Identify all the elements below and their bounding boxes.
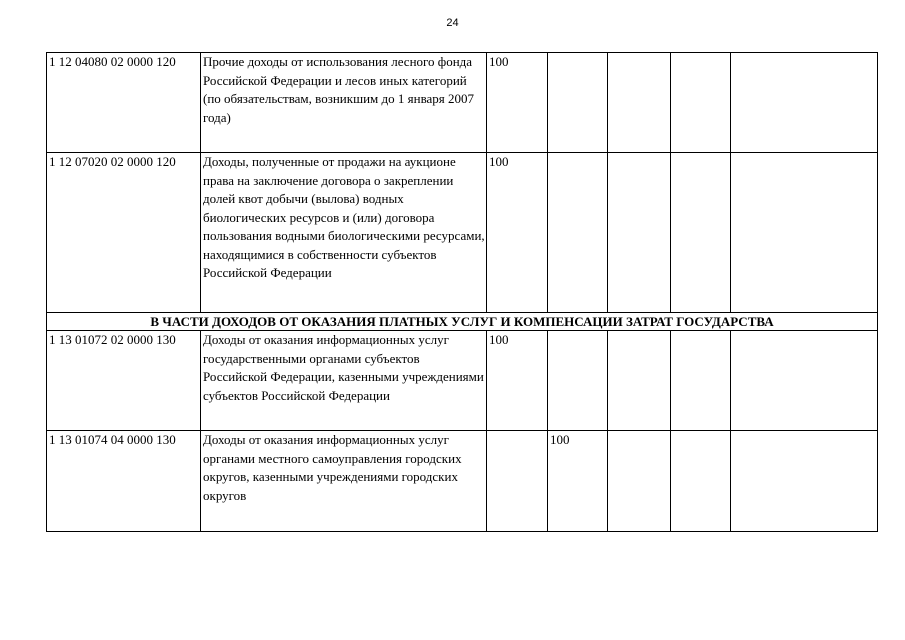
percent-cell-col6 [671,53,731,153]
percent-cell-col5 [608,153,671,313]
revenue-code-cell: 1 13 01074 04 0000 130 [47,431,201,532]
percent-cell-col7 [731,331,878,431]
table-row [47,331,878,431]
percent-cell-col3: 100 [487,153,548,313]
percent-cell-col4 [548,53,608,153]
percent-cell-col6 [671,431,731,532]
table-row [47,431,878,532]
percent-cell-col5 [608,331,671,431]
percent-cell-col6 [671,153,731,313]
revenue-code-cell: 1 12 04080 02 0000 120 [47,53,201,153]
table-row [47,153,878,313]
percent-cell-col3: 100 [487,331,548,431]
percent-cell-col3: 100 [487,53,548,153]
page-number: 24 [446,17,459,29]
budget-revenue-table [46,52,878,532]
revenue-description-cell: Прочие доходы от использования лесного фонда Российской Федерации и лесов иных категорий (по обязательствам, возникшим до 1 января 2007 года) [201,53,487,153]
section-header: В ЧАСТИ ДОХОДОВ ОТ ОКАЗАНИЯ ПЛАТНЫХ УСЛУГ И КОМПЕНСАЦИИ ЗАТРАТ ГОСУДАРСТВА [47,313,878,331]
percent-cell-col3 [487,431,548,532]
percent-cell-col4 [548,331,608,431]
section-header-row [47,313,878,331]
revenue-code-cell: 1 13 01072 02 0000 130 [47,331,201,431]
percent-cell-col6 [671,331,731,431]
percent-cell-col7 [731,53,878,153]
table-row [47,53,878,153]
percent-cell-col5 [608,431,671,532]
revenue-description-cell: Доходы от оказания информационных услуг государственными органами субъектов Российской Федерации, казенными учреждениями субъектов Российской Федерации [201,331,487,431]
revenue-description-cell: Доходы, полученные от продажи на аукционе права на заключение договора о закреплении долей квот добычи (вылова) водных биологических ресурсов и (или) договора пользования водными биологическими ресурсами, находящимися в собственности субъектов Российской Федерации [201,153,487,313]
percent-cell-col7 [731,431,878,532]
percent-cell-col4: 100 [548,431,608,532]
percent-cell-col7 [731,153,878,313]
revenue-code-cell: 1 12 07020 02 0000 120 [47,153,201,313]
percent-cell-col4 [548,153,608,313]
revenue-description-cell: Доходы от оказания информационных услуг органами местного самоуправления городских округов, казенными учреждениями городских округов [201,431,487,532]
percent-cell-col5 [608,53,671,153]
